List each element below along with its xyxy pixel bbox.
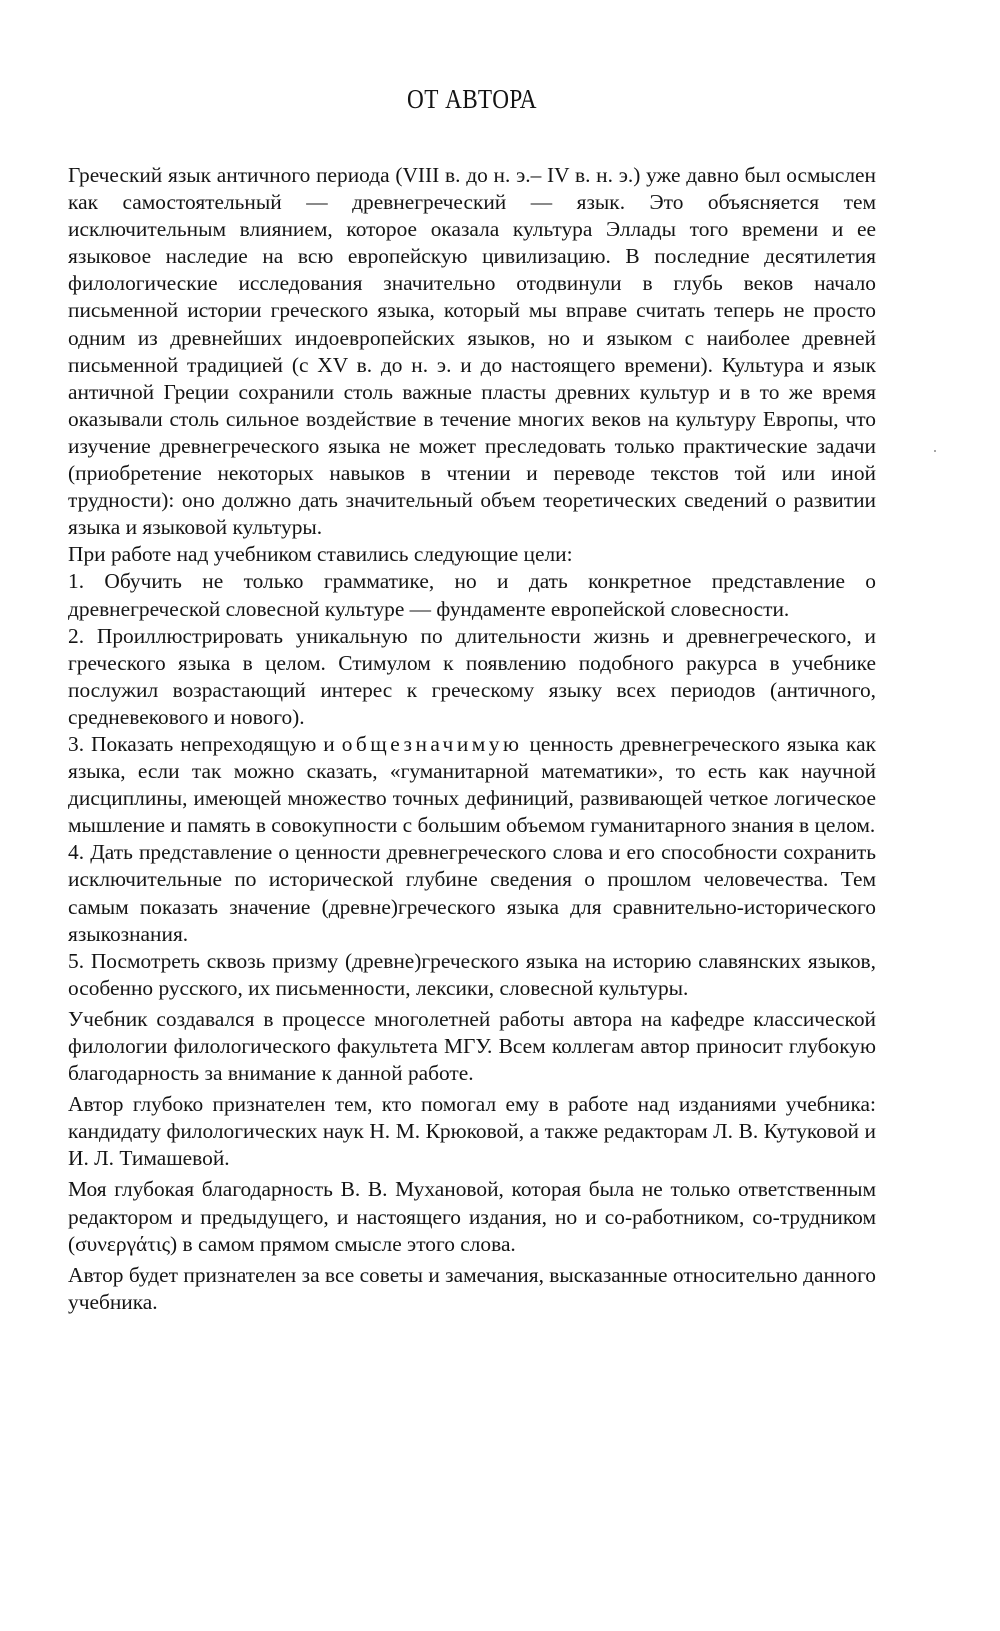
goal-3-start: 3. Показать непреходящую и <box>68 731 342 756</box>
paragraph-goals-intro: При работе над учебником ставились следующие цели: <box>68 542 573 567</box>
paragraph-goal-2: 2. Проиллюстрировать уникальную по длительности жизнь и древнегреческого, и греческого языка в целом. Стимулом к появлению подобного ракурса в учебнике послужил возрастающий интерес к греческому языку всех периодов (античного, средневекового и нового). <box>68 623 876 729</box>
paragraph-closing: Автор будет признателен за все советы и замечания, высказанные относительно данного учебника. <box>68 1262 876 1314</box>
paragraph-thanks-mukhanova: Моя глубокая благодарность В. В. Мухановой, которая была не только ответственным редактором и предыдущего, и настоящего издания, но и со-работником, со-трудником (συνεργάτις) в самом прямом смысле этого слова. <box>68 1177 876 1256</box>
page-title: ОТ АВТОРА <box>407 84 537 114</box>
paragraph-history: Учебник создавался в процессе многолетней работы автора на кафедре классической филологии филологического факультета МГУ. Всем коллегам автор приносит глубокую благодарность за внимание к данной работе. <box>68 1006 876 1086</box>
scan-speck <box>934 450 936 452</box>
paragraph-intro: Греческий язык античного периода (VIII в. до н. э.– IV в. н. э.) уже давно был осмыслен как самостоятельный — древнегреческий — язык. Это объясняется тем исключительным влиянием, которое оказала культура Эллады того времени и ее языковое наследие на всю европейскую цивилизацию. В последние десятилетия филологические исследования значительно отодвинули в глубь веков начало письменной истории греческого языка, который мы вправе считать теперь не просто одним из древнейших индоевропейских языков, но и языком с наиболее древней письменной традицией (с XV в. до н. э. и до настоящего времени). Культура и язык античной Греции сохранили столь важные пласты древних культур и в то же время оказывали столь сильное воздействие в течение многих веков на культуру Европы, что изучение древнегреческого языка не может преследовать только практические задачи (приобретение некоторых навыков в чтении и переводе текстов той или иной трудности): оно должно дать значительный объем теоретических сведений о развитии языка и языковой культуры. <box>68 163 876 540</box>
paragraph-goal-3 <box>68 731 876 839</box>
goal-3-rest: ценность древнегреческого языка как языка, если так можно сказать, «гуманитарной математики», то есть как научной дисциплины, имеющей множество точных дефиниций, развивающей четкое логическое мышление и память в совокупности с большим объемом гуманитарного знания в целом. <box>68 731 876 838</box>
paragraph-goal-4: 4. Дать представление о ценности древнегреческого слова и его способности сохранить исключительные по исторической глубине сведения о прошлом человечества. Тем самым показать значение (древне)греческого языка для сравнительно-исторического языкознания. <box>68 840 876 946</box>
paragraph-goal-5: 5. Посмотреть сквозь призму (древне)греческого языка на историю славянских языков, особенно русского, их письменности, лексики, словесной культуры. <box>68 948 876 1000</box>
goal-3-emphasis: общезначимую <box>341 731 523 756</box>
paragraph-goal-1: 1. Обучить не только грамматике, но и дать конкретное представление о древнегреческой словесной культуре — фундаменте европейской словесности. <box>68 569 876 621</box>
paragraph-thanks-editors: Автор глубоко признателен тем, кто помогал ему в работе над изданиями учебника: кандидату филологических наук Н. М. Крюковой, а также редакторам Л. В. Кутуковой и И. Л. Тимашевой. <box>68 1092 876 1171</box>
document-page <box>68 84 876 1316</box>
